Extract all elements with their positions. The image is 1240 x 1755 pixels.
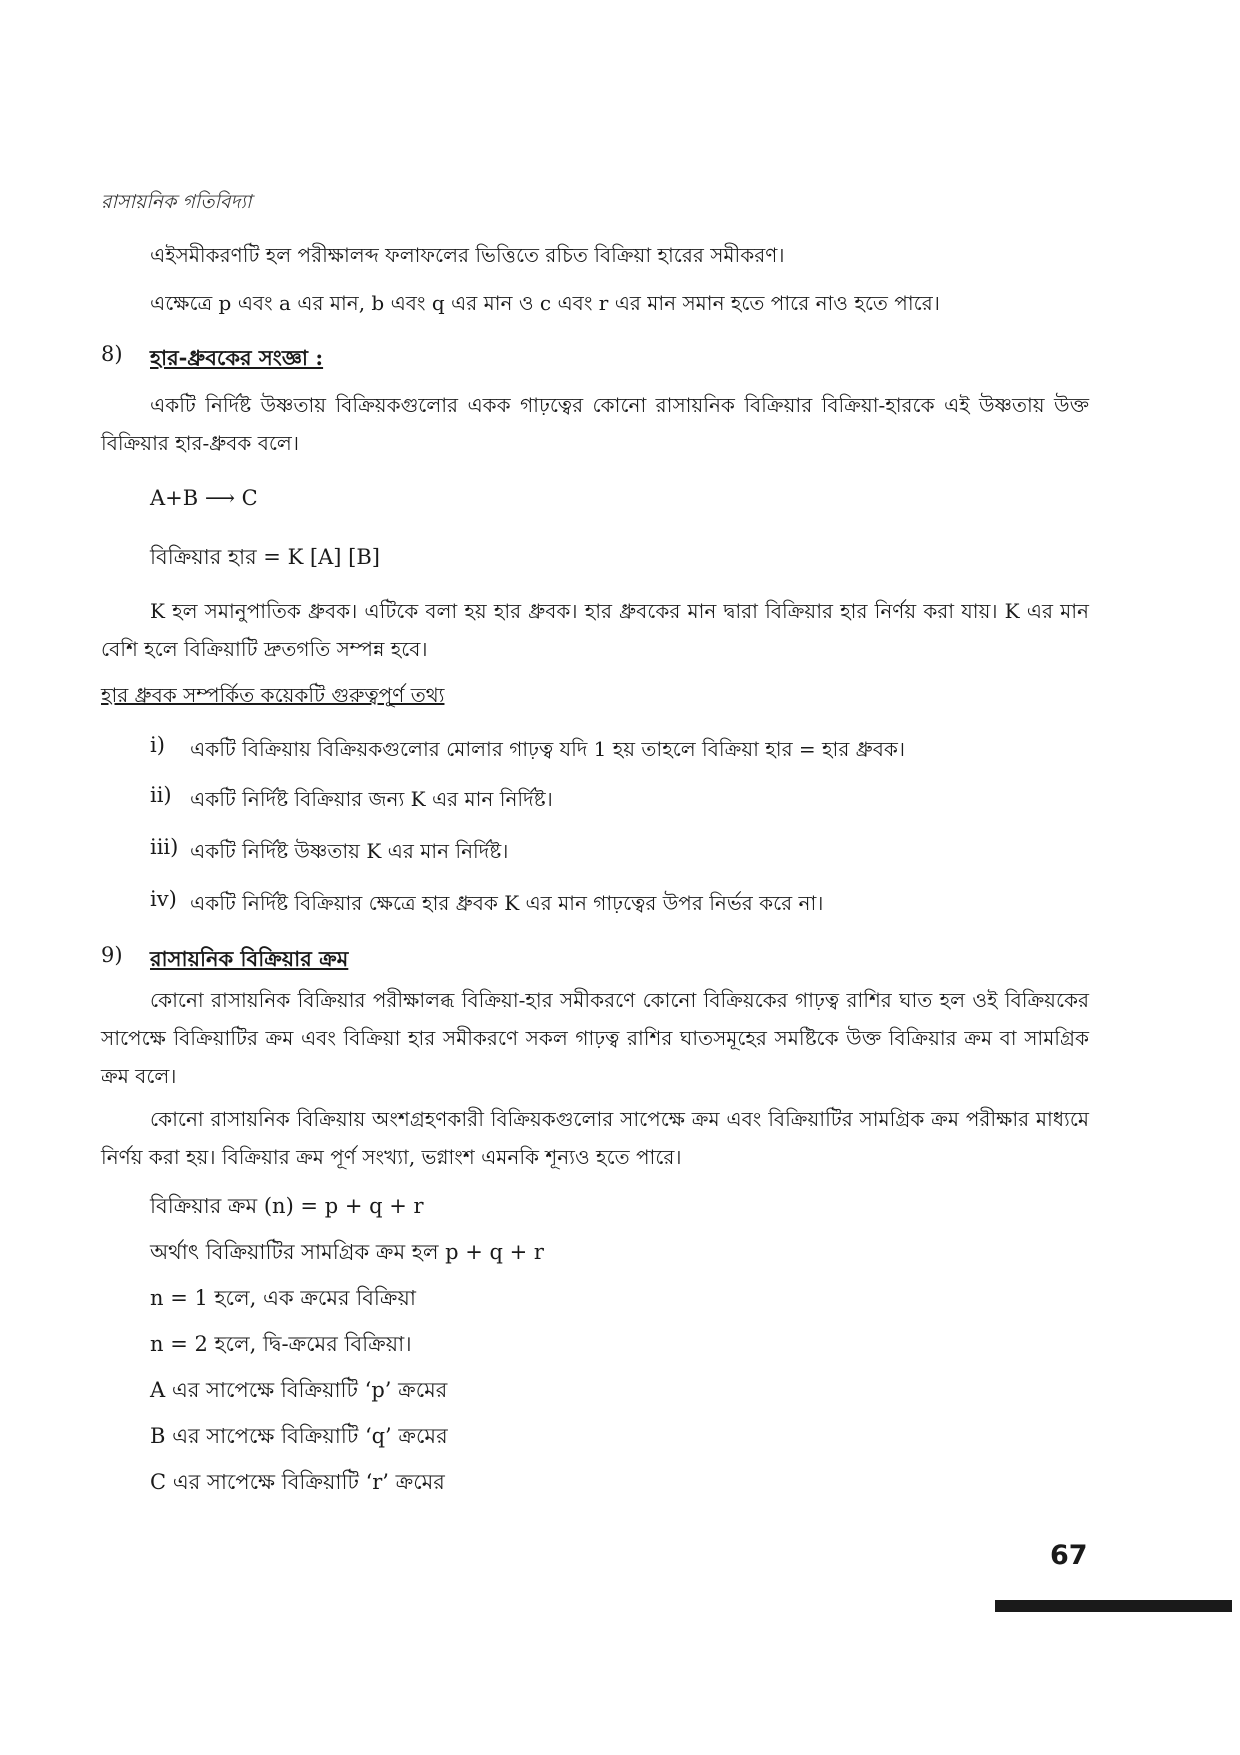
facts-heading: হার ধ্রুবক সম্পর্কিত কয়েকটি গুরুত্বপূর্ণ তথ্য [101, 683, 445, 707]
intro-line-2: এক্ষেত্রে p এবং a এর মান, b এবং q এর মান ও c এবং r এর মান সমান হতে পারে নাও হতে পারে। [150, 291, 940, 315]
fact-text: একটি নির্দিষ্ট উষ্ণতায় K এর মান নির্দিষ্ট। [190, 839, 509, 863]
rate-equation: বিক্রিয়ার হার = K [A] [B] [150, 545, 380, 569]
section-9-title: রাসায়নিক বিক্রিয়ার ক্রম [150, 946, 349, 971]
reaction-equation: A+B ⟶ C [150, 486, 258, 510]
order-line: A এর সাপেক্ষে বিক্রিয়াটি ‘p’ ক্রমের [150, 1378, 448, 1402]
section-8-title: হার-ধ্রুবকের সংজ্ঞা : [150, 345, 324, 370]
section-8-number: 8) [101, 342, 123, 366]
footer-bar [995, 1600, 1232, 1612]
reaction-order-definition: কোনো রাসায়নিক বিক্রিয়ার পরীক্ষালব্ধ বিক্রিয়া-হার সমীকরণে কোনো বিক্রিয়কের গাঢ়ত্ব রাশির ঘাত হল ওই বিক্রিয়কের সাপেক্ষে বিক্রিয়াটির ক্রম এবং বিক্রিয়া হার সমীকরণে সকল গাঢ়ত্ব রাশির ঘাতসমূহের সমষ্টিকে উক্ত বিক্রিয়ার ক্রম বা সামগ্রিক ক্রম বলে। [101, 988, 1089, 1088]
order-line: n = 2 হলে, দ্বি-ক্রমের বিক্রিয়া। [150, 1332, 412, 1356]
fact-marker: ii) [150, 783, 172, 807]
running-header: রাসায়নিক গতিবিদ্যা [101, 191, 252, 213]
fact-marker: iv) [150, 887, 177, 911]
order-line: বিক্রিয়ার ক্রম (n) = p + q + r [150, 1194, 424, 1218]
fact-text: একটি নির্দিষ্ট বিক্রিয়ার ক্ষেত্রে হার ধ্রুবক K এর মান গাঢ়ত্বের উপর নির্ভর করে না। [190, 891, 824, 915]
reaction-order-determination: কোনো রাসায়নিক বিক্রিয়ায় অংশগ্রহণকারী বিক্রিয়কগুলোর সাপেক্ষে ক্রম এবং বিক্রিয়াটির সামগ্রিক ক্রম পরীক্ষার মাধ্যমে নির্ণয় করা হয়। বিক্রিয়ার ক্রম পূর্ণ সংখ্যা, ভগ্নাংশ এমনকি শূন্যও হতে পারে। [101, 1107, 1089, 1169]
order-line: B এর সাপেক্ষে বিক্রিয়াটি ‘q’ ক্রমের [150, 1424, 448, 1448]
fact-text: একটি নির্দিষ্ট বিক্রিয়ার জন্য K এর মান নির্দিষ্ট। [190, 787, 553, 811]
page-number: 67 [1050, 1540, 1088, 1571]
rate-constant-explanation: K হল সমানুপাতিক ধ্রুবক। এটিকে বলা হয় হার ধ্রুবক। হার ধ্রুবকের মান দ্বারা বিক্রিয়ার হার নির্ণয় করা যায়। K এর মান বেশি হলে বিক্রিয়াটি দ্রুতগতি সম্পন্ন হবে। [101, 599, 1089, 661]
intro-line-1: এইসমীকরণটি হল পরীক্ষালব্দ ফলাফলের ভিত্তিতে রচিত বিক্রিয়া হারের সমীকরণ। [150, 243, 785, 267]
rate-constant-definition: একটি নির্দিষ্ট উষ্ণতায় বিক্রিয়কগুলোর একক গাঢ়ত্বের কোনো রাসায়নিক বিক্রিয়ার বিক্রিয়া-হারকে এই উষ্ণতায় উক্ত বিক্রিয়ার হার-ধ্রুবক বলে। [101, 393, 1089, 455]
section-9-number: 9) [101, 943, 123, 967]
order-line: C এর সাপেক্ষে বিক্রিয়াটি ‘r’ ক্রমের [150, 1470, 445, 1494]
fact-marker: iii) [150, 835, 179, 859]
fact-marker: i) [150, 733, 165, 757]
order-line: অর্থাৎ বিক্রিয়াটির সামগ্রিক ক্রম হল p + q + r [150, 1240, 544, 1264]
order-line: n = 1 হলে, এক ক্রমের বিক্রিয়া [150, 1286, 416, 1310]
fact-text: একটি বিক্রিয়ায় বিক্রিয়কগুলোর মোলার গাঢ়ত্ব যদি 1 হয় তাহলে বিক্রিয়া হার = হার ধ্রুবক। [190, 737, 905, 761]
